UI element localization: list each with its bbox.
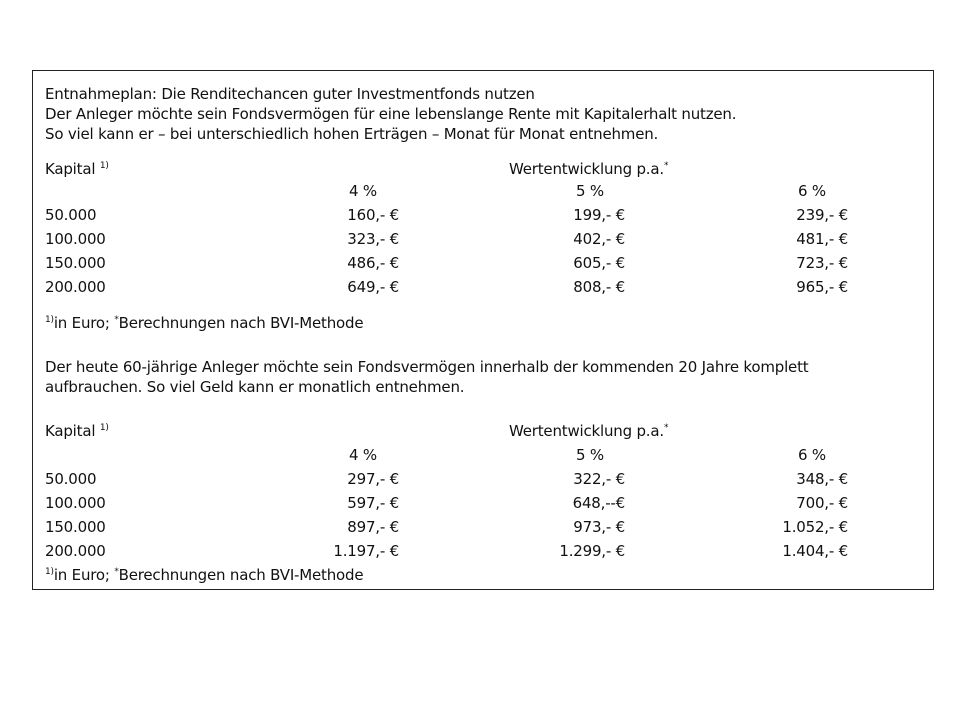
table1-row2-v4: 323,- € [347,230,399,248]
middle-line-2: aufbrauchen. So viel Geld kann er monatlich entnehmen. [45,378,465,396]
table2-row1-v4: 297,- € [347,470,399,488]
table2-capital-sup: 1) [99,423,109,433]
table1-row2-capital: 100.000 [45,230,106,248]
table1-row3-capital: 150.000 [45,254,106,272]
table2-footnote [45,565,363,585]
table2-footnote-text2: Berechnungen nach BVI-Methode [118,566,364,584]
table1-row4-v6: 965,- € [796,278,848,296]
table1-row4-v5: 808,- € [573,278,625,296]
table2-rate-4: 4 % [349,446,377,464]
table2-row3-v5: 973,- € [573,518,625,536]
table2-row3-v4: 897,- € [347,518,399,536]
table1-row1-capital: 50.000 [45,206,97,224]
table2-capital-header [45,421,109,441]
table1-capital-label: Kapital [45,160,96,178]
table2-row2-v4: 597,- € [347,494,399,512]
table1-row2-v5: 402,- € [573,230,625,248]
table1-row3-v6: 723,- € [796,254,848,272]
table2-row4-v6: 1.404,- € [782,542,848,560]
table2-footnote-text: in Euro; [53,566,115,584]
table1-footnote-sup2: * [114,315,119,325]
middle-line-1: Der heute 60-jährige Anleger möchte sein Fondsvermögen innerhalb der kommenden 20 Jahre komplett [45,358,809,376]
table1-row1-v6: 239,- € [796,206,848,224]
table2-row1-v5: 322,- € [573,470,625,488]
table2-rate-6: 6 % [798,446,826,464]
table2-footnote-sup: 1) [45,567,54,577]
table2-row4-capital: 200.000 [45,542,106,560]
table2-row4-v4: 1.197,- € [333,542,399,560]
table1-growth-header [509,159,668,179]
table1-footnote-sup: 1) [45,315,54,325]
table2-growth-sup: * [663,423,669,433]
table1-row2-v6: 481,- € [796,230,848,248]
table1-rate-4: 4 % [349,182,377,200]
table1-row4-v4: 649,- € [347,278,399,296]
table2-row3-capital: 150.000 [45,518,106,536]
table1-row1-v4: 160,- € [347,206,399,224]
table2-row2-capital: 100.000 [45,494,106,512]
table2-capital-label: Kapital [45,422,96,440]
table1-row3-v4: 486,- € [347,254,399,272]
table1-footnote [45,313,363,333]
table1-footnote-text2: Berechnungen nach BVI-Methode [118,314,364,332]
table2-growth-label: Wertentwicklung p.a. [509,422,664,440]
table2-row1-v6: 348,- € [796,470,848,488]
table1-rate-6: 6 % [798,182,826,200]
content-frame [32,70,934,590]
table1-footnote-text: in Euro; [53,314,115,332]
table2-rate-5: 5 % [576,446,604,464]
table1-row4-capital: 200.000 [45,278,106,296]
table2-row4-v5: 1.299,- € [559,542,625,560]
intro-line-2: Der Anleger möchte sein Fondsvermögen für eine lebenslange Rente mit Kapitalerhalt nutzen. [45,105,737,123]
table2-row2-v5: 648,--€ [572,494,625,512]
table1-capital-header [45,159,109,179]
table2-row3-v6: 1.052,- € [782,518,848,536]
table1-growth-label: Wertentwicklung p.a. [509,160,664,178]
table2-footnote-sup2: * [114,567,119,577]
intro-line-3: So viel kann er – bei unterschiedlich hohen Erträgen – Monat für Monat entnehmen. [45,125,659,143]
table1-row1-v5: 199,- € [573,206,625,224]
table1-rate-5: 5 % [576,182,604,200]
table2-row2-v6: 700,- € [796,494,848,512]
table1-capital-sup: 1) [99,161,109,171]
table2-row1-capital: 50.000 [45,470,97,488]
table2-growth-header [509,421,668,441]
document-title: Entnahmeplan: Die Renditechancen guter Investmentfonds nutzen [45,85,535,103]
table1-row3-v5: 605,- € [573,254,625,272]
table1-growth-sup: * [663,161,669,171]
